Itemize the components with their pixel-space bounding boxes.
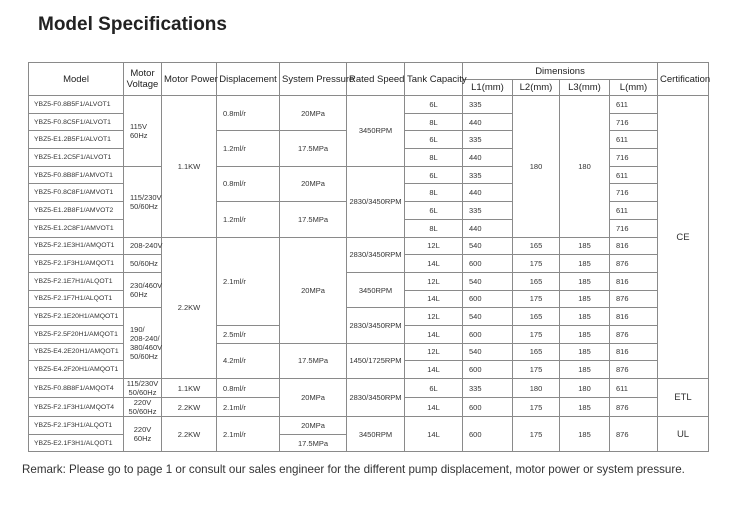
l1-cell: 440 [463,149,513,167]
voltage-cell: 208-240V [124,237,162,255]
l2-cell: 165 [513,237,560,255]
model-cell: YBZ5-E4.2E20H1/AMQOT1 [29,343,124,361]
speed-cell: 3450RPM [347,272,405,307]
voltage-cell: 220V 60Hz [124,417,162,452]
displacement-cell: 1.2ml/r [217,131,280,166]
l1-cell: 335 [463,202,513,220]
tank-cell: 14L [405,398,463,417]
l2-cell: 175 [513,255,560,273]
power-cell: 2.2KW [162,398,217,417]
l-cell: 611 [610,379,658,398]
l-cell: 816 [610,272,658,290]
l2-cell: 165 [513,272,560,290]
l2-cell: 180 [513,96,560,238]
header-l: L(mm) [610,80,658,96]
l1-cell: 600 [463,417,513,452]
l1-cell: 335 [463,131,513,149]
tank-cell: 14L [405,255,463,273]
tank-cell: 14L [405,417,463,452]
remark-text: Remark: Please go to page 1 or consult our sales engineer for the different pump displacement, motor power or system pressure. [22,463,685,476]
l-cell: 876 [610,325,658,343]
l-cell: 716 [610,113,658,131]
header-displacement: Displacement [217,63,280,96]
displacement-cell: 0.8ml/r [217,379,280,398]
model-cell: YBZ5-F2.1F3H1/AMQOT1 [29,255,124,273]
table-row [29,272,709,290]
header-l1: L1(mm) [463,80,513,96]
pressure-cell: 20MPa [280,417,347,435]
l2-cell: 175 [513,325,560,343]
pressure-cell: 17.5MPa [280,343,347,378]
model-cell: YBZ5-F0.8B8F1/AMQOT4 [29,379,124,398]
l-cell: 611 [610,166,658,184]
tank-cell: 14L [405,325,463,343]
tank-cell: 6L [405,202,463,220]
header-rated-speed: Rated Speed [347,63,405,96]
power-cell: 2.2KW [162,237,217,379]
l3-cell: 185 [560,290,610,308]
speed-cell: 2830/3450RPM [347,237,405,272]
tank-cell: 6L [405,96,463,114]
pressure-cell: 17.5MPa [280,131,347,166]
table-row [29,96,709,114]
tank-cell: 6L [405,379,463,398]
speed-cell: 2830/3450RPM [347,308,405,343]
header-certification: Certification [658,63,709,96]
l1-cell: 540 [463,237,513,255]
l-cell: 876 [610,398,658,417]
tank-cell: 8L [405,219,463,237]
model-cell: YBZ5-F0.8C5F1/ALVOT1 [29,113,124,131]
l3-cell: 185 [560,272,610,290]
l-cell: 816 [610,308,658,326]
l3-cell: 180 [560,96,610,238]
displacement-cell: 0.8ml/r [217,166,280,201]
l1-cell: 440 [463,219,513,237]
l2-cell: 165 [513,308,560,326]
tank-cell: 12L [405,272,463,290]
model-cell: YBZ5-E2.1F3H1/ALQOT1 [29,434,124,452]
page-title: Model Specifications [38,14,227,35]
model-cell: YBZ5-F2.1F3H1/ALQOT1 [29,417,124,435]
pressure-cell: 20MPa [280,379,347,417]
displacement-cell: 2.5ml/r [217,325,280,343]
l1-cell: 540 [463,308,513,326]
l1-cell: 600 [463,325,513,343]
l1-cell: 600 [463,255,513,273]
l-cell: 611 [610,96,658,114]
model-cell: YBZ5-F0.8B8F1/AMVOT1 [29,166,124,184]
l1-cell: 600 [463,290,513,308]
l3-cell: 185 [560,255,610,273]
l-cell: 716 [610,219,658,237]
l3-cell: 185 [560,361,610,379]
l-cell: 611 [610,131,658,149]
voltage-cell: 190/ 208-240/ 380/460V 50/60Hz [124,308,162,379]
tank-cell: 12L [405,343,463,361]
certification-cell: UL [658,417,709,452]
l3-cell: 180 [560,379,610,398]
pressure-cell: 20MPa [280,166,347,201]
l-cell: 816 [610,343,658,361]
certification-cell: ETL [658,379,709,417]
model-cell: YBZ5-E4.2F20H1/AMQOT1 [29,361,124,379]
displacement-cell: 4.2ml/r [217,343,280,378]
pressure-cell: 17.5MPa [280,202,347,237]
l2-cell: 175 [513,398,560,417]
l1-cell: 540 [463,272,513,290]
l-cell: 716 [610,184,658,202]
voltage-cell: 230/460V 60Hz [124,272,162,307]
l3-cell: 185 [560,398,610,417]
l2-cell: 175 [513,361,560,379]
l-cell: 876 [610,361,658,379]
header-l3: L3(mm) [560,80,610,96]
tank-cell: 14L [405,361,463,379]
model-cell: YBZ5-E1.2C8F1/AMVOT1 [29,219,124,237]
pressure-cell: 20MPa [280,237,347,343]
l1-cell: 335 [463,96,513,114]
l2-cell: 175 [513,290,560,308]
displacement-cell: 1.2ml/r [217,202,280,237]
l3-cell: 185 [560,343,610,361]
tank-cell: 8L [405,149,463,167]
table-row [29,237,709,255]
model-cell: YBZ5-F2.1F3H1/AMQOT4 [29,398,124,417]
spec-table [28,62,709,452]
tank-cell: 12L [405,308,463,326]
l-cell: 816 [610,237,658,255]
speed-cell: 2830/3450RPM [347,379,405,417]
certification-cell: CE [658,96,709,379]
model-cell: YBZ5-F2.1F7H1/ALQOT1 [29,290,124,308]
table-row [29,379,709,398]
power-cell: 1.1KW [162,379,217,398]
model-cell: YBZ5-F0.8C8F1/AMVOT1 [29,184,124,202]
l-cell: 876 [610,290,658,308]
model-cell: YBZ5-E1.2C5F1/ALVOT1 [29,149,124,167]
pressure-cell: 17.5MPa [280,434,347,452]
l3-cell: 185 [560,325,610,343]
header-dimensions: Dimensions [463,63,658,80]
l2-cell: 180 [513,379,560,398]
tank-cell: 6L [405,166,463,184]
speed-cell: 2830/3450RPM [347,166,405,237]
displacement-cell: 0.8ml/r [217,96,280,131]
header-model: Model [29,63,124,96]
header-motor-power: Motor Power [162,63,217,96]
tank-cell: 8L [405,184,463,202]
model-cell: YBZ5-F2.1E3H1/AMQOT1 [29,237,124,255]
l-cell: 876 [610,417,658,452]
header-motor-voltage: Motor Voltage [124,63,162,96]
header-l2: L2(mm) [513,80,560,96]
table-row [29,417,709,435]
l1-cell: 440 [463,113,513,131]
tank-cell: 8L [405,113,463,131]
l3-cell: 185 [560,237,610,255]
displacement-cell: 2.1ml/r [217,398,280,417]
model-cell: YBZ5-F2.1E20H1/AMQOT1 [29,308,124,326]
model-cell: YBZ5-E1.2B8F1/AMVOT2 [29,202,124,220]
voltage-cell: 115/230V 50/60Hz [124,166,162,237]
speed-cell: 3450RPM [347,96,405,167]
l2-cell: 175 [513,417,560,452]
l2-cell: 165 [513,343,560,361]
header-tank-capacity: Tank Capacity [405,63,463,96]
voltage-cell: 115/230V 50/60Hz [124,379,162,398]
model-cell: YBZ5-F2.1E7H1/ALQOT1 [29,272,124,290]
l3-cell: 185 [560,417,610,452]
power-cell: 2.2KW [162,417,217,452]
pressure-cell: 20MPa [280,96,347,131]
model-cell: YBZ5-E1.2B5F1/ALVOT1 [29,131,124,149]
l3-cell: 185 [560,308,610,326]
voltage-cell: 50/60Hz [124,255,162,273]
tank-cell: 6L [405,131,463,149]
table-row [29,308,709,326]
model-cell: YBZ5-F0.8B5F1/ALVOT1 [29,96,124,114]
l1-cell: 335 [463,166,513,184]
header-system-pressure: System Pressure [280,63,347,96]
voltage-cell: 115V 60Hz [124,96,162,167]
tank-cell: 14L [405,290,463,308]
l-cell: 716 [610,149,658,167]
l1-cell: 440 [463,184,513,202]
l1-cell: 335 [463,379,513,398]
displacement-cell: 2.1ml/r [217,417,280,452]
voltage-cell: 220V 50/60Hz [124,398,162,417]
l-cell: 876 [610,255,658,273]
l1-cell: 600 [463,398,513,417]
tank-cell: 12L [405,237,463,255]
power-cell: 1.1KW [162,96,217,238]
l-cell: 611 [610,202,658,220]
speed-cell: 3450RPM [347,417,405,452]
l1-cell: 600 [463,361,513,379]
model-cell: YBZ5-F2.5F20H1/AMQOT1 [29,325,124,343]
displacement-cell: 2.1ml/r [217,237,280,325]
speed-cell: 1450/1725RPM [347,343,405,378]
l1-cell: 540 [463,343,513,361]
